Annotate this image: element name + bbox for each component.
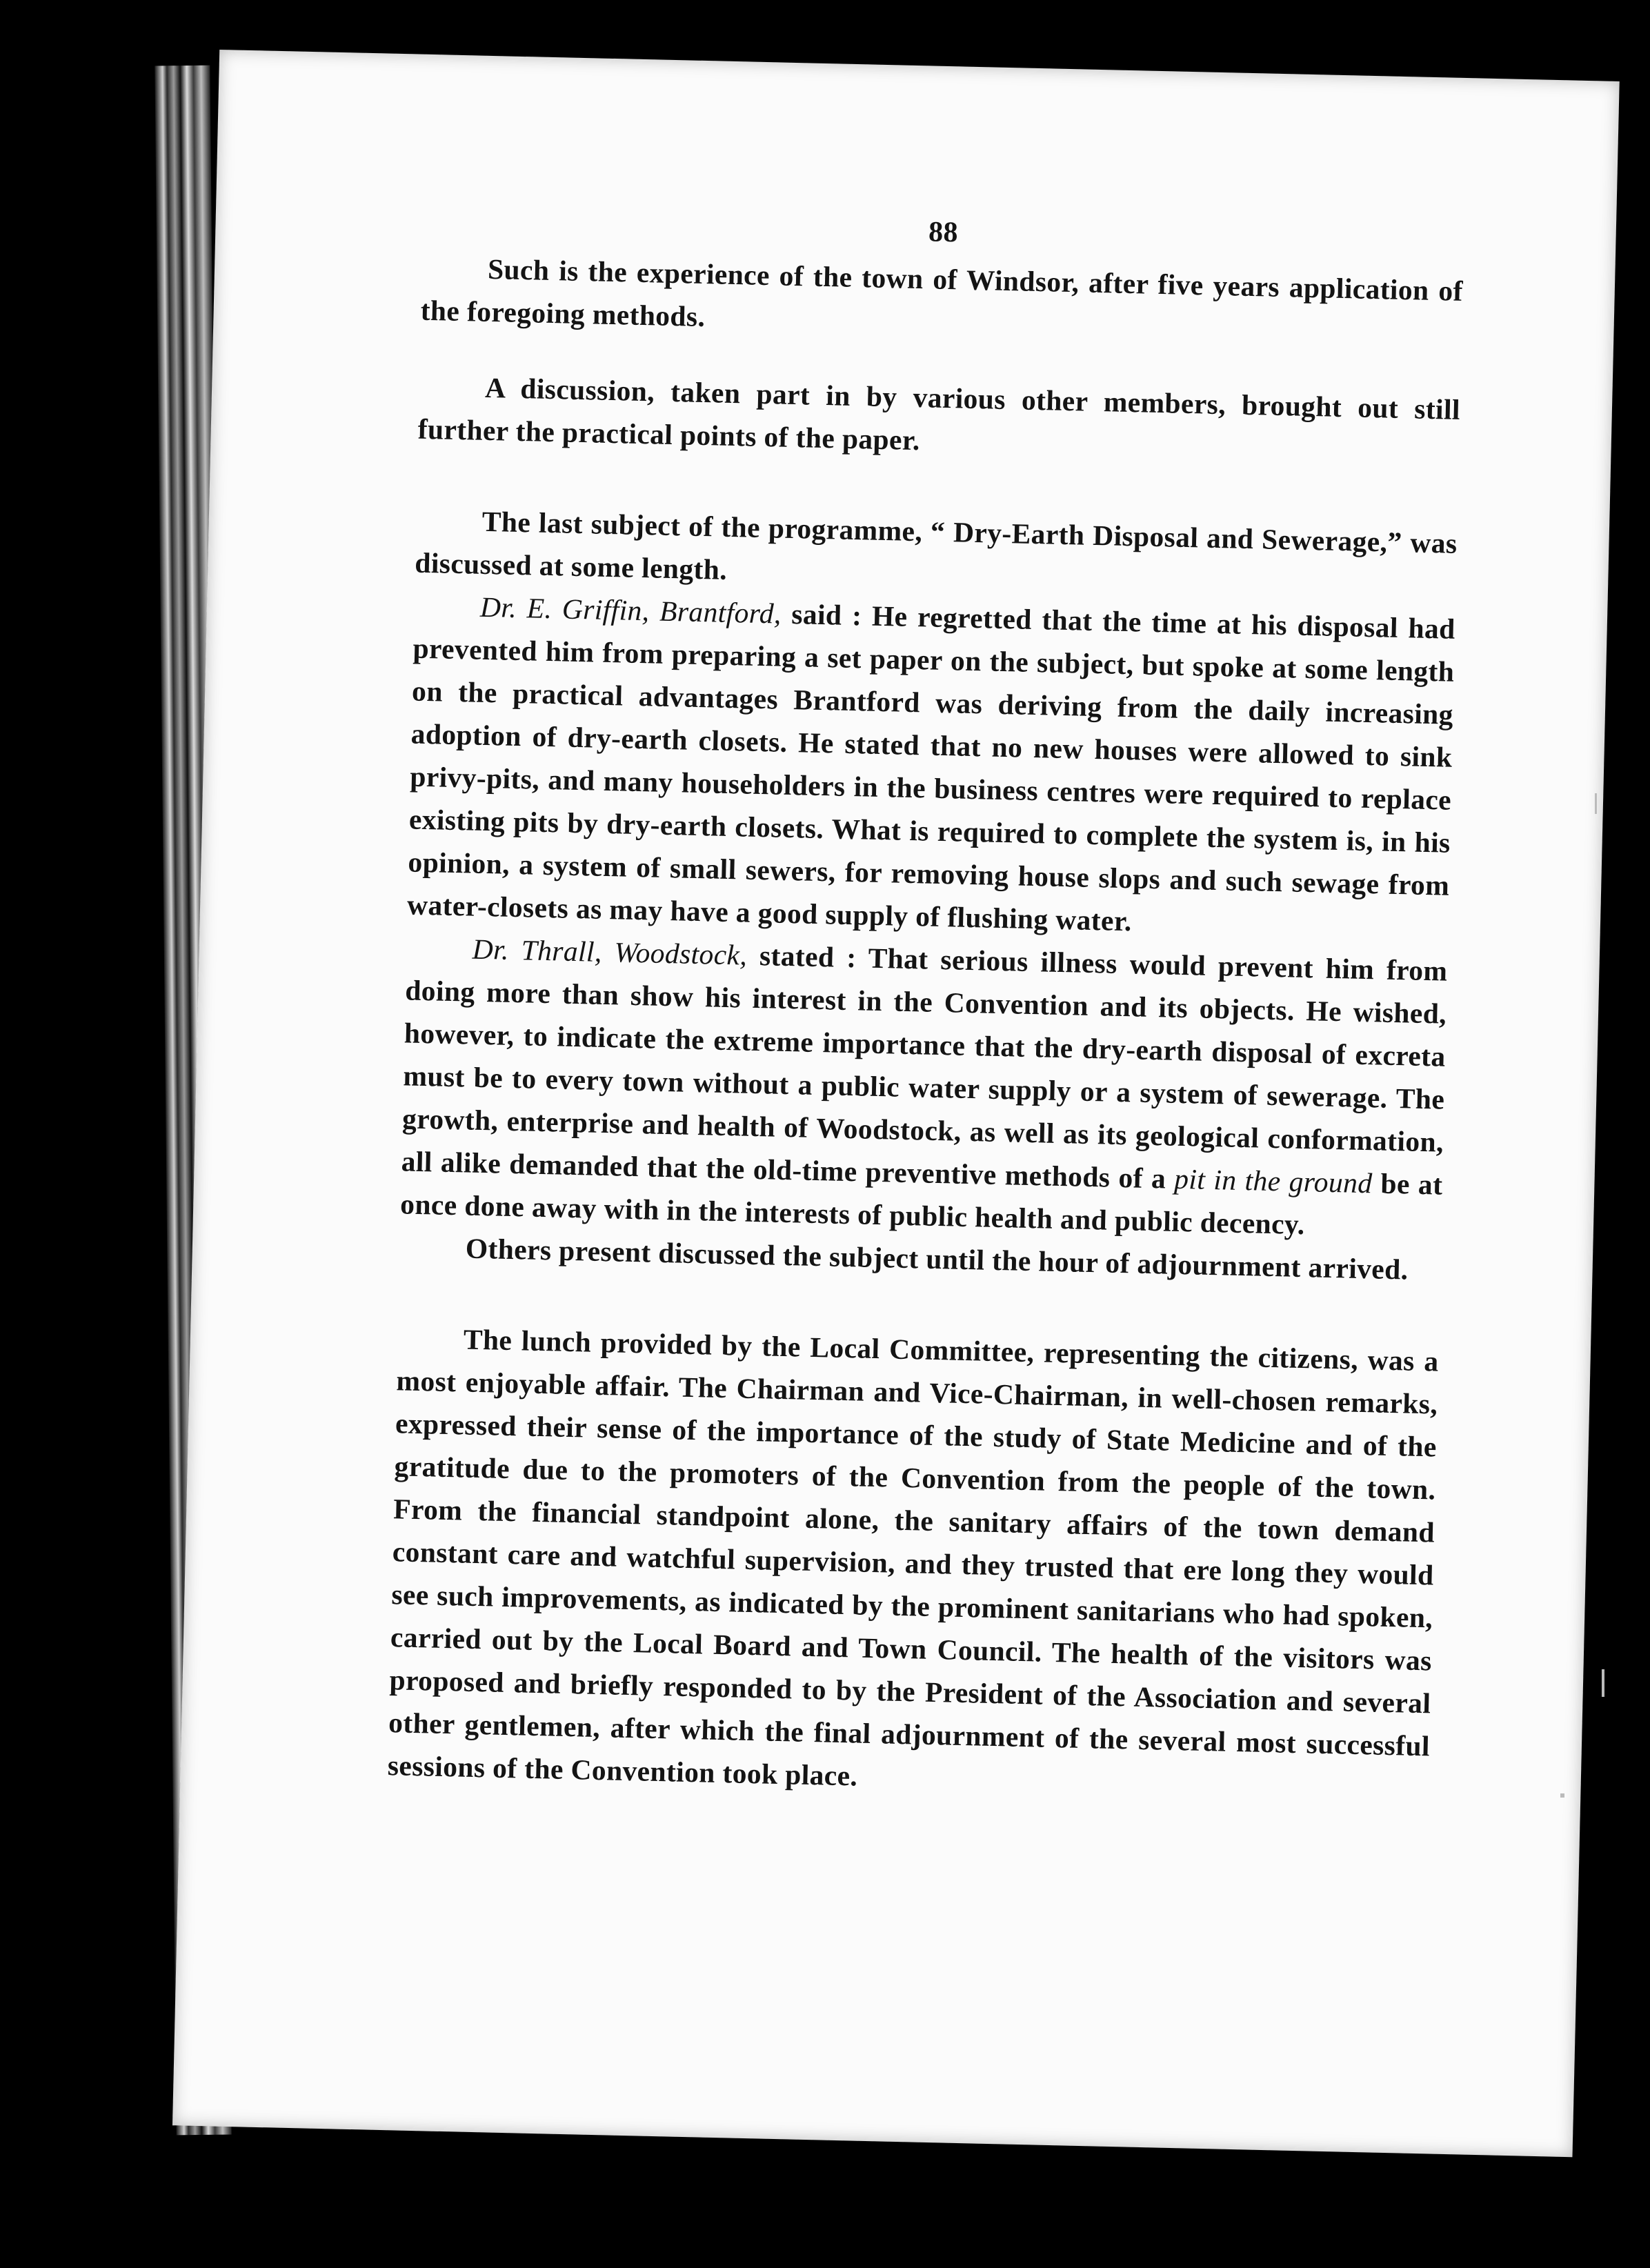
paragraph-windsor-experience: Such is the experience of the town of Windsor, after five years application of the foregoing methods. xyxy=(420,252,1464,333)
paragraph-lunch: The lunch provided by the Local Committee, representing the citizens, was a most enjoyable affair. The Chairman and Vice-Chairman, in well-chosen remarks, expressed their sense of the importance of the study of State Medicine and of the gratitude due to the promoters of the Convention from the people of the town. From the financial standpoint alone, the sanitary affairs of the town demand constant care and watchful supervision, and they trusted that ere long they would see such improvements, as indicated by the prominent sanitarians who had spoken, carried out by the Local Board and Town Council. The health of the visitors was proposed and briefly responded to by the President of the Association and several other gentlemen, after which the final adjournment of the several most successful sessions of the Convention took place. xyxy=(387,1323,1440,1792)
paragraph-griffin xyxy=(407,584,1456,950)
thrall-remarks-b: be at once done away with in the interests of public health and public decency. xyxy=(399,1167,1443,1241)
scan-speck xyxy=(1595,793,1597,814)
paragraph-dry-earth-subject: The last subject of the programme, “ Dry-Earth Disposal and Sewerage,” was discussed at some length. xyxy=(414,505,1458,586)
book-page xyxy=(172,50,1620,2157)
paragraph-adjournment: Others present discussed the subject until the hour of adjournment arrived. xyxy=(465,1232,1409,1286)
page-number: 88 xyxy=(928,216,959,249)
speaker-griffin: Dr. E. Griffin, Brantford, xyxy=(479,590,782,630)
griffin-remarks: said : He regretted that the time at his disposal had prevented him from preparing a set paper on the subject, but spoke at some length on the practical advantages Brantford was deriving from the daily increasing adoption of dry-earth closets. He stated that no new houses were allowed to sink privy-pits, and many householders in the business centres were required to replace existing pits by dry-earth closets. What is required to complete the system is, in his opinion, a system of small sewers, for removing house slops and such sewage from water-closets as may have a good supply of flushing water. xyxy=(406,597,1456,937)
paragraph-discussion: A discussion, taken part in by various other members, brought out still further the practical points of the paper. xyxy=(417,371,1461,457)
thrall-remarks-a: stated : That serious illness would prevent him from doing more than show his interest in the Convention and its objects. He wished, however, to indicate the extreme importance that the dry-earth disposal of excreta must be to every town without a public water supply or a system of sewerage. The growth, enterprise and health of Woodstock, as well as its geological conformation, all alike demanded that the old-time preventive methods of a xyxy=(401,939,1448,1195)
paragraph-thrall xyxy=(400,926,1448,1249)
speaker-thrall: Dr. Thrall, Woodstock, xyxy=(472,933,748,971)
thrall-italic-phrase: pit in the ground xyxy=(1173,1162,1373,1200)
scan-speck xyxy=(1560,1793,1564,1798)
scan-speck xyxy=(1602,1669,1604,1697)
page-text-block xyxy=(387,199,1464,1811)
